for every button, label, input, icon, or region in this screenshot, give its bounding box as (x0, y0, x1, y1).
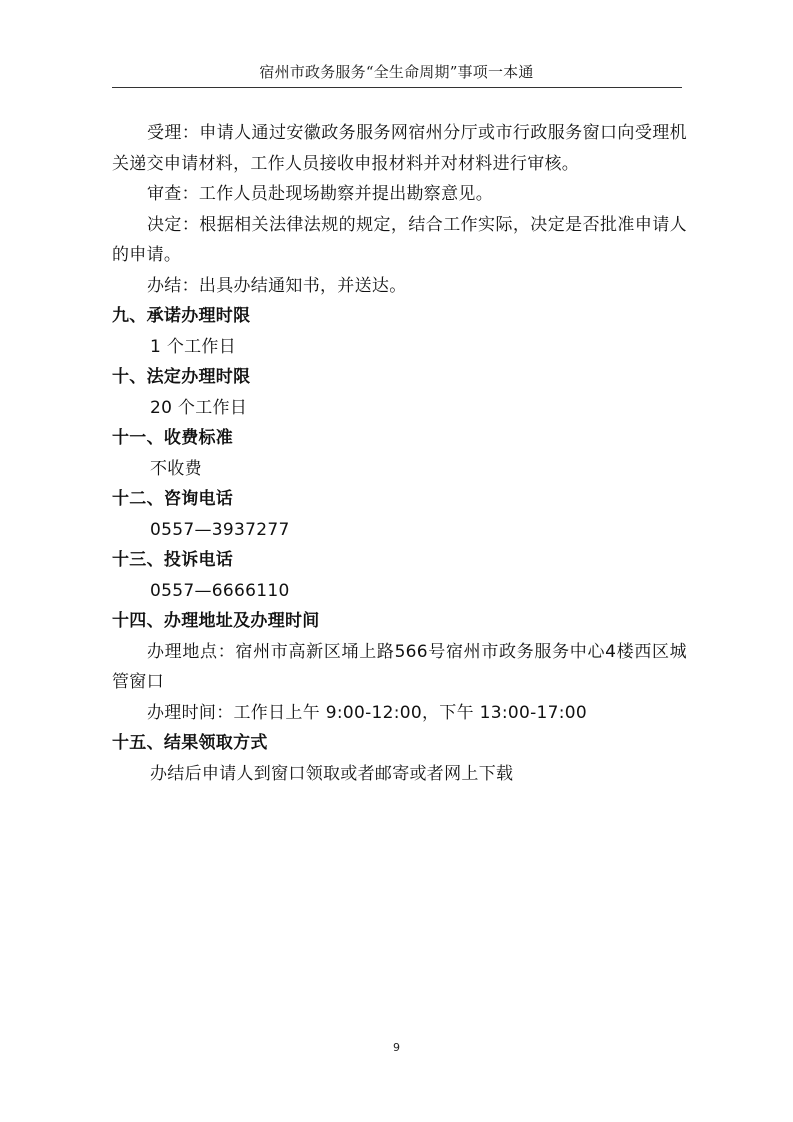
page-header-title: 宿州市政务服务“全生命周期”事项一本通 (259, 63, 534, 81)
procedure-accept: 受理：申请人通过安徽政务服务网宿州分厅或市行政服务窗口向受理机关递交申请材料，工作人员接收申报材料并对材料进行审核。 (112, 123, 687, 174)
page-number: 9 (393, 1041, 400, 1054)
section-heading-complaint-phone: 十三、投诉电话 (112, 550, 234, 570)
procedure-decision: 决定：根据相关法律法规的规定，结合工作实际，决定是否批准申请人的申请。 (112, 214, 687, 265)
procedure-complete: 办结：出具办结通知书，并送达。 (147, 275, 407, 296)
section-value-fee: 不收费 (150, 458, 202, 479)
header-divider (112, 87, 682, 88)
section-value-address: 办理地点：宿州市高新区埇上路566号宿州市政务服务中心4楼西区城管窗口 (112, 641, 687, 692)
procedure-review: 审查：工作人员赴现场勘察并提出勘察意见。 (147, 184, 493, 204)
section-value-complaint-phone: 0557—6666110 (150, 580, 290, 601)
section-heading-promise-time: 九、承诺办理时限 (112, 306, 251, 326)
section-value-promise-time: 1 个工作日 (150, 336, 237, 357)
section-value-result-pickup: 办结后申请人到窗口领取或者邮寄或者网上下载 (150, 763, 514, 784)
section-heading-fee: 十一、收费标准 (112, 428, 234, 448)
section-value-consult-phone: 0557—3937277 (150, 519, 290, 540)
section-heading-legal-time: 十、法定办理时限 (112, 367, 251, 387)
section-heading-result-pickup: 十五、结果领取方式 (112, 733, 268, 753)
section-value-legal-time: 20 个工作日 (150, 397, 248, 418)
document-body (112, 118, 687, 789)
section-heading-address-time: 十四、办理地址及办理时间 (112, 611, 320, 631)
section-value-hours: 办理时间：工作日上午 9:00-12:00，下午 13:00-17:00 (147, 702, 588, 723)
section-heading-consult-phone: 十二、咨询电话 (112, 489, 234, 509)
